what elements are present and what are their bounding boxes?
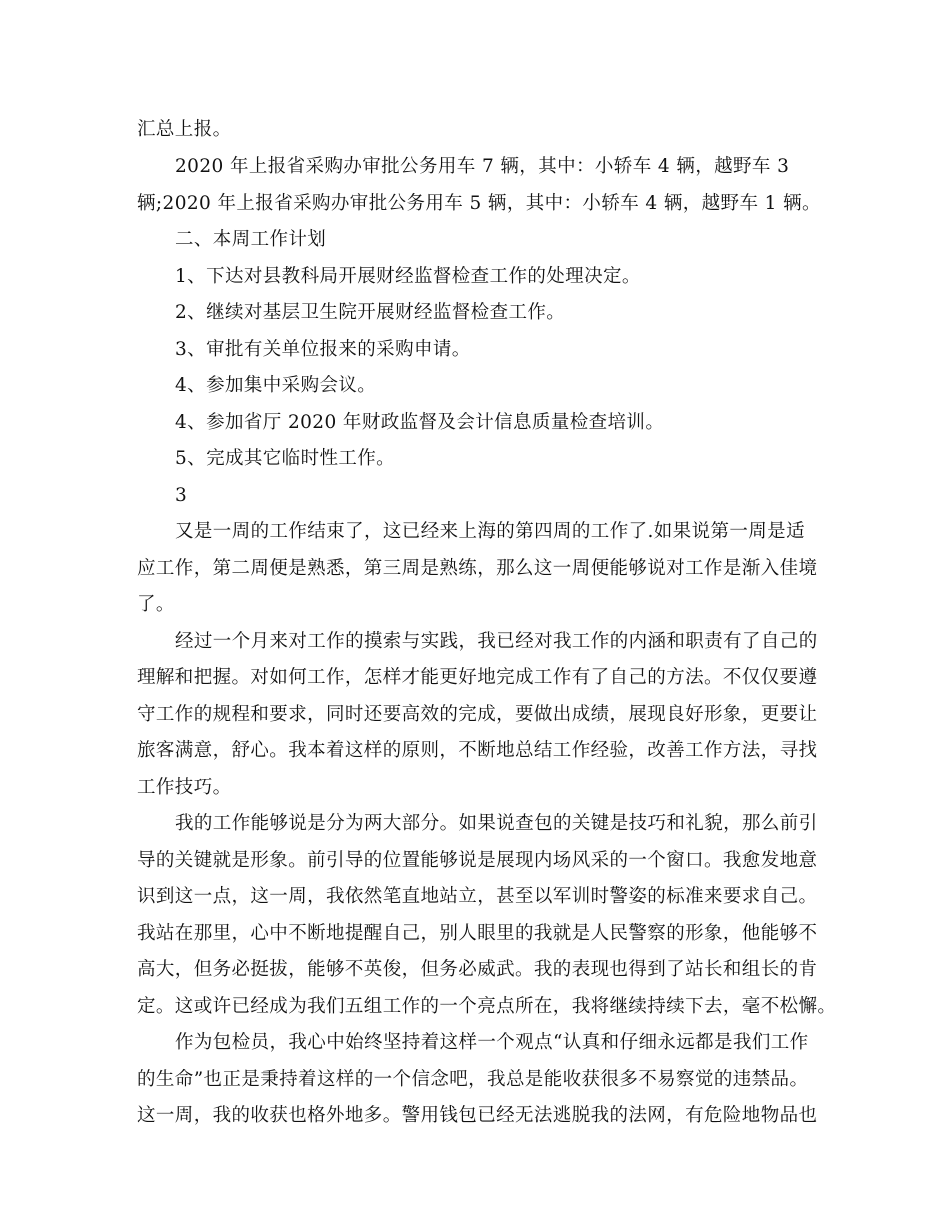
- list-item: 5、完成其它临时性工作。: [175, 448, 396, 469]
- text-line: 应工作，第二周便是熟悉，第三周是熟练，那么这一周便能够说对工作是渐入佳境: [137, 558, 818, 579]
- text-line: 导的关键就是形象。前引导的位置能够说是展现内场风采的一个窗口。我愈发地意: [137, 850, 818, 871]
- text-line: 这一周，我的收获也格外地多。警用钱包已经无法逃脱我的法网，有危险地物品也: [137, 1105, 818, 1126]
- text-line: 的生命”也正是秉持着这样的一个信念吧，我总是能收获很多不易察觉的违禁品。: [137, 1069, 809, 1090]
- list-item: 3、审批有关单位报来的采购申请。: [175, 339, 471, 360]
- section-heading: 二、本周工作计划: [175, 229, 327, 250]
- text-line: 高大，但务必挺拔，能够不英俊，但务必威武。我的表现也得到了站长和组长的肯: [137, 959, 818, 980]
- text-line: 我站在那里，心中不断地提醒自己，别人眼里的我就是人民警察的形象，他能够不: [137, 923, 818, 944]
- text-line: 识到这一点，这一周，我依然笔直地站立，甚至以军训时警姿的标准来要求自己。: [137, 886, 818, 907]
- text-line: 又是一周的工作结束了，这已经来上海的第四周的工作了.如果说第一周是适: [175, 521, 805, 542]
- list-item: 4、参加省厅 2020 年财政监督及会计信息质量检查培训。: [175, 412, 665, 433]
- text-line: 汇总上报。: [137, 119, 232, 140]
- text-line: 辆;2020 年上报省采购办审批公务用车 5 辆，其中：小轿车 4 辆，越野车 1 辆。: [137, 193, 821, 214]
- list-item: 1、下达对县教科局开展财经监督检查工作的处理决定。: [175, 266, 641, 287]
- section-number: 3: [175, 485, 188, 506]
- text-line: 经过一个月来对工作的摸索与实践，我已经对我工作的内涵和职责有了自己的: [175, 631, 818, 652]
- text-line: 定。这或许已经成为我们五组工作的一个亮点所在，我将继续持续下去，毫不松懈。: [137, 996, 837, 1017]
- list-item: 4、参加集中采购会议。: [175, 375, 377, 396]
- text-line: 作为包检员，我心中始终坚持着这样一个观点“认真和仔细永远都是我们工作: [175, 1032, 809, 1053]
- text-line: 了。: [137, 594, 175, 615]
- text-line: 旅客满意，舒心。我本着这样的原则，不断地总结工作经验，改善工作方法，寻找: [137, 740, 818, 761]
- list-item: 2、继续对基层卫生院开展财经监督检查工作。: [175, 302, 566, 323]
- text-line: 我的工作能够说是分为两大部分。如果说查包的关键是技巧和礼貌，那么前引: [175, 813, 818, 834]
- text-line: 2020 年上报省采购办审批公务用车 7 辆，其中：小轿车 4 辆，越野车 3: [175, 156, 790, 177]
- text-line: 理解和把握。对如何工作，怎样才能更好地完成工作有了自己的方法。不仅仅要遵: [137, 667, 818, 688]
- text-line: 守工作的规程和要求，同时还要高效的完成，要做出成绩，展现良好形象，更要让: [137, 704, 818, 725]
- text-line: 工作技巧。: [137, 777, 232, 798]
